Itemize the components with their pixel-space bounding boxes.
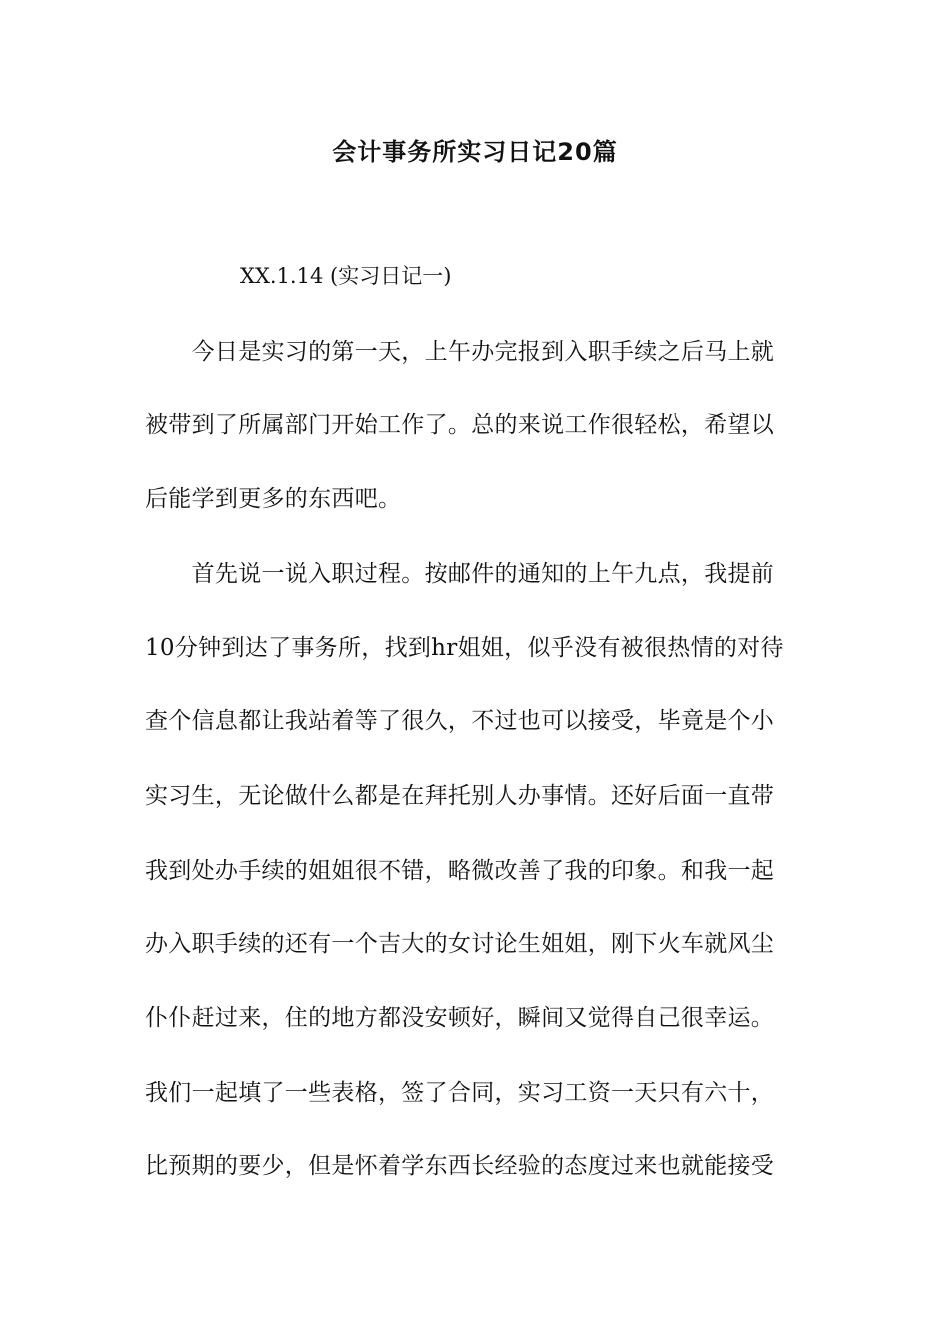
paragraph-line: 我们一起填了一些表格，签了合同，实习工资一天只有六十， [145, 1080, 775, 1106]
paragraph-line: 首先说一说入职过程。按邮件的通知的上午九点，我提前 [145, 561, 775, 587]
paragraph-line: 仆仆赶过来，住的地方都没安顿好，瞬间又觉得自己很幸运。 [145, 1005, 775, 1031]
paragraph-line: 后能学到更多的东西吧。 [145, 486, 402, 512]
paragraph-line: 实习生，无论做什么都是在拜托别人办事情。还好后面一直带 [145, 783, 775, 809]
paragraph-line: 我到处办手续的姐姐很不错，略微改善了我的印象。和我一起 [145, 858, 775, 884]
paragraph-line: 今日是实习的第一天，上午办完报到入职手续之后马上就 [145, 339, 775, 365]
paragraph-line: 办入职手续的还有一个吉大的女讨论生姐姐，刚下火车就风尘 [145, 931, 775, 957]
paragraph-line: 10分钟到达了事务所，找到hr姐姐，似乎没有被很热情的对待 [145, 635, 784, 661]
paragraph-line: 被带到了所属部门开始工作了。总的来说工作很轻松，希望以 [145, 412, 775, 438]
diary-date-heading: XX.1.14 (实习日记一) [240, 264, 452, 288]
document-title: 会计事务所实习日记20篇 [332, 138, 618, 166]
paragraph-line: 比预期的要少，但是怀着学东西长经验的态度过来也就能接受 [145, 1153, 775, 1179]
paragraph-line: 查个信息都让我站着等了很久，不过也可以接受，毕竟是个小 [145, 708, 775, 734]
